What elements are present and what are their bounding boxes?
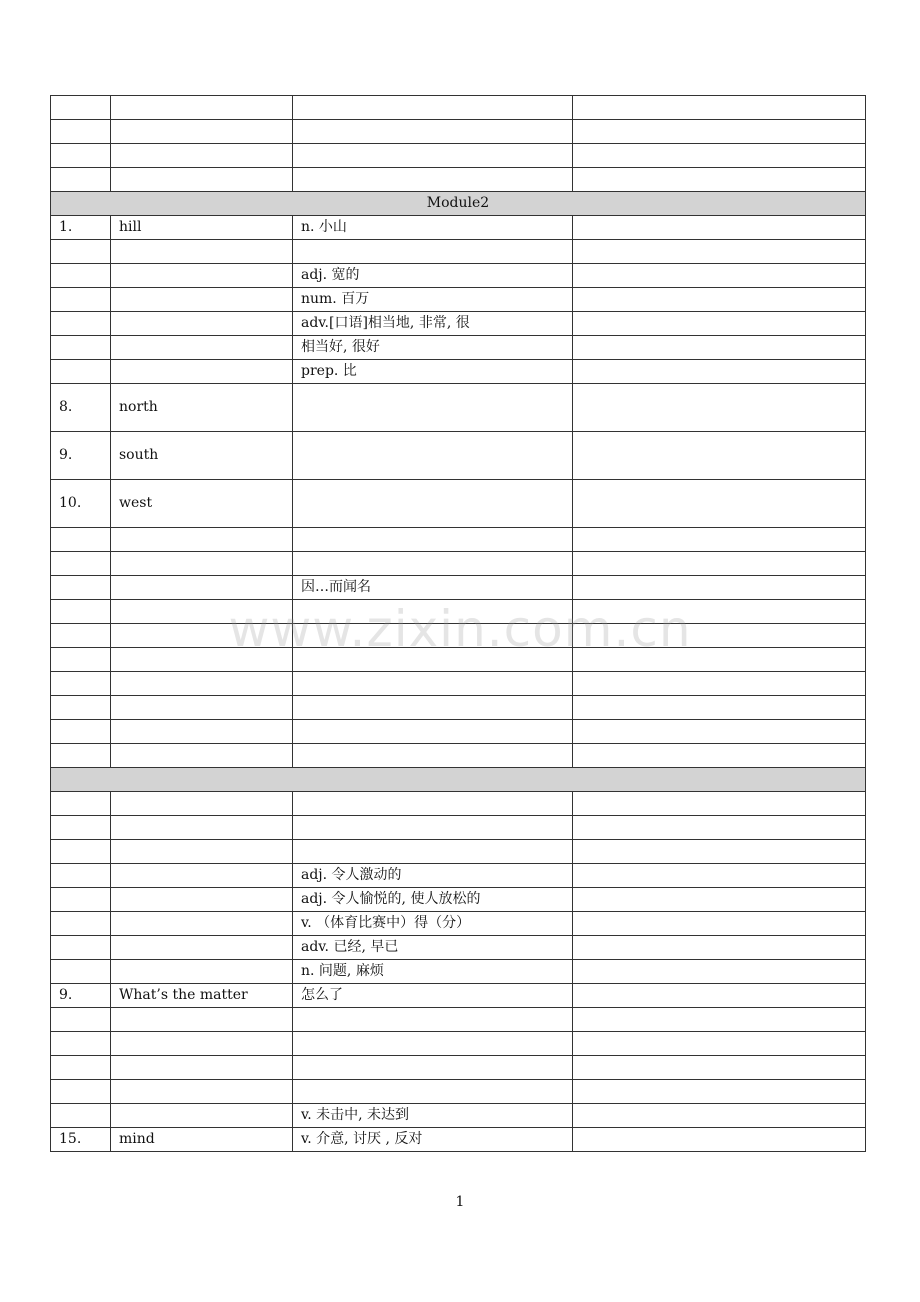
page-number: 1	[455, 1194, 465, 1210]
notes-cell	[573, 552, 866, 576]
section-title: Module2	[51, 192, 866, 216]
chinese-meaning-cell	[293, 168, 573, 192]
table-row	[51, 672, 866, 696]
chinese-meaning-cell	[293, 432, 573, 480]
notes-cell	[573, 288, 866, 312]
table-row	[51, 720, 866, 744]
row-number-cell	[51, 144, 111, 168]
notes-cell	[573, 840, 866, 864]
notes-cell	[573, 432, 866, 480]
english-word-cell	[111, 888, 293, 912]
watermark-text: www.zixin.com.cn	[228, 600, 692, 658]
row-number-cell	[51, 672, 111, 696]
notes-cell	[573, 984, 866, 1008]
row-number-cell	[51, 888, 111, 912]
english-word-cell	[111, 864, 293, 888]
chinese-meaning-cell	[293, 624, 573, 648]
english-word-cell: mind	[111, 1128, 293, 1152]
row-number-cell	[51, 960, 111, 984]
notes-cell	[573, 792, 866, 816]
row-number-cell	[51, 1056, 111, 1080]
row-number-cell	[51, 1008, 111, 1032]
notes-cell	[573, 672, 866, 696]
table-row	[51, 96, 866, 120]
english-word-cell: What’s the matter	[111, 984, 293, 1008]
row-number-cell	[51, 312, 111, 336]
row-number-cell	[51, 576, 111, 600]
table-row	[51, 312, 866, 336]
chinese-meaning-cell	[293, 744, 573, 768]
vocabulary-table-body	[51, 96, 866, 1152]
english-word-cell	[111, 312, 293, 336]
row-number-cell	[51, 600, 111, 624]
notes-cell	[573, 912, 866, 936]
chinese-meaning-cell: v. 未击中, 未达到	[293, 1104, 573, 1128]
chinese-meaning-cell	[293, 816, 573, 840]
row-number-cell	[51, 864, 111, 888]
table-row	[51, 168, 866, 192]
section-header-row	[51, 768, 866, 792]
english-word-cell	[111, 168, 293, 192]
notes-cell	[573, 888, 866, 912]
row-number-cell	[51, 720, 111, 744]
row-number-cell	[51, 360, 111, 384]
notes-cell	[573, 384, 866, 432]
english-word-cell: west	[111, 480, 293, 528]
row-number-cell	[51, 528, 111, 552]
notes-cell	[573, 864, 866, 888]
row-number-cell	[51, 792, 111, 816]
table-row	[51, 576, 866, 600]
section-title	[51, 768, 866, 792]
chinese-meaning-cell	[293, 120, 573, 144]
english-word-cell	[111, 816, 293, 840]
table-row	[51, 912, 866, 936]
notes-cell	[573, 312, 866, 336]
english-word-cell	[111, 672, 293, 696]
row-number-cell	[51, 1104, 111, 1128]
notes-cell	[573, 624, 866, 648]
section-header-row	[51, 192, 866, 216]
table-row	[51, 1080, 866, 1104]
english-word-cell	[111, 792, 293, 816]
english-word-cell	[111, 1080, 293, 1104]
row-number-cell	[51, 912, 111, 936]
table-row	[51, 480, 866, 528]
notes-cell	[573, 1128, 866, 1152]
table-row	[51, 936, 866, 960]
table-row	[51, 840, 866, 864]
notes-cell	[573, 264, 866, 288]
chinese-meaning-cell	[293, 1080, 573, 1104]
english-word-cell	[111, 360, 293, 384]
table-row	[51, 336, 866, 360]
english-word-cell	[111, 936, 293, 960]
chinese-meaning-cell: n. 问题, 麻烦	[293, 960, 573, 984]
english-word-cell	[111, 624, 293, 648]
notes-cell	[573, 240, 866, 264]
chinese-meaning-cell: 相当好, 很好	[293, 336, 573, 360]
notes-cell	[573, 336, 866, 360]
chinese-meaning-cell	[293, 552, 573, 576]
notes-cell	[573, 1080, 866, 1104]
row-number-cell	[51, 264, 111, 288]
chinese-meaning-cell	[293, 648, 573, 672]
table-row	[51, 744, 866, 768]
chinese-meaning-cell: 怎么了	[293, 984, 573, 1008]
english-word-cell	[111, 288, 293, 312]
chinese-meaning-cell	[293, 1008, 573, 1032]
chinese-meaning-cell	[293, 240, 573, 264]
english-word-cell	[111, 552, 293, 576]
table-row	[51, 624, 866, 648]
table-row	[51, 792, 866, 816]
notes-cell	[573, 1008, 866, 1032]
table-row	[51, 864, 866, 888]
chinese-meaning-cell	[293, 1032, 573, 1056]
notes-cell	[573, 648, 866, 672]
english-word-cell	[111, 1056, 293, 1080]
english-word-cell	[111, 696, 293, 720]
table-row	[51, 816, 866, 840]
chinese-meaning-cell: n. 小山	[293, 216, 573, 240]
chinese-meaning-cell: v. （体育比赛中）得（分）	[293, 912, 573, 936]
row-number-cell	[51, 1032, 111, 1056]
chinese-meaning-cell: 因…而闻名	[293, 576, 573, 600]
notes-cell	[573, 960, 866, 984]
table-row	[51, 120, 866, 144]
chinese-meaning-cell	[293, 96, 573, 120]
notes-cell	[573, 744, 866, 768]
english-word-cell	[111, 744, 293, 768]
row-number-cell	[51, 840, 111, 864]
row-number-cell: 8.	[51, 384, 111, 432]
row-number-cell	[51, 336, 111, 360]
notes-cell	[573, 360, 866, 384]
notes-cell	[573, 96, 866, 120]
table-row	[51, 528, 866, 552]
table-row	[51, 360, 866, 384]
table-row	[51, 648, 866, 672]
row-number-cell	[51, 168, 111, 192]
notes-cell	[573, 528, 866, 552]
row-number-cell: 1.	[51, 216, 111, 240]
table-row	[51, 240, 866, 264]
table-row	[51, 216, 866, 240]
english-word-cell	[111, 576, 293, 600]
chinese-meaning-cell	[293, 792, 573, 816]
row-number-cell	[51, 288, 111, 312]
row-number-cell: 10.	[51, 480, 111, 528]
english-word-cell	[111, 144, 293, 168]
notes-cell	[573, 816, 866, 840]
notes-cell	[573, 1104, 866, 1128]
table-row	[51, 288, 866, 312]
row-number-cell	[51, 120, 111, 144]
table-row	[51, 384, 866, 432]
table-row	[51, 264, 866, 288]
table-row	[51, 1128, 866, 1152]
table-row	[51, 888, 866, 912]
chinese-meaning-cell: adj. 令人愉悦的, 使人放松的	[293, 888, 573, 912]
english-word-cell	[111, 1104, 293, 1128]
english-word-cell: north	[111, 384, 293, 432]
chinese-meaning-cell	[293, 600, 573, 624]
chinese-meaning-cell: adv. 已经, 早已	[293, 936, 573, 960]
row-number-cell	[51, 696, 111, 720]
english-word-cell	[111, 264, 293, 288]
chinese-meaning-cell: prep. 比	[293, 360, 573, 384]
english-word-cell	[111, 96, 293, 120]
table-row	[51, 1008, 866, 1032]
row-number-cell: 9.	[51, 432, 111, 480]
notes-cell	[573, 1056, 866, 1080]
notes-cell	[573, 936, 866, 960]
english-word-cell: hill	[111, 216, 293, 240]
table-row	[51, 1104, 866, 1128]
chinese-meaning-cell: adv.[口语]相当地, 非常, 很	[293, 312, 573, 336]
table-row	[51, 1032, 866, 1056]
vocabulary-table	[50, 95, 866, 1152]
row-number-cell	[51, 816, 111, 840]
row-number-cell	[51, 552, 111, 576]
english-word-cell	[111, 648, 293, 672]
chinese-meaning-cell: adj. 宽的	[293, 264, 573, 288]
chinese-meaning-cell	[293, 144, 573, 168]
english-word-cell	[111, 528, 293, 552]
notes-cell	[573, 144, 866, 168]
notes-cell	[573, 600, 866, 624]
table-row	[51, 600, 866, 624]
row-number-cell: 9.	[51, 984, 111, 1008]
notes-cell	[573, 696, 866, 720]
notes-cell	[573, 576, 866, 600]
row-number-cell	[51, 1080, 111, 1104]
chinese-meaning-cell	[293, 480, 573, 528]
english-word-cell	[111, 336, 293, 360]
notes-cell	[573, 1032, 866, 1056]
table-row	[51, 432, 866, 480]
table-row	[51, 552, 866, 576]
english-word-cell	[111, 1008, 293, 1032]
notes-cell	[573, 720, 866, 744]
english-word-cell	[111, 912, 293, 936]
row-number-cell: 15.	[51, 1128, 111, 1152]
row-number-cell	[51, 936, 111, 960]
table-row	[51, 696, 866, 720]
row-number-cell	[51, 96, 111, 120]
chinese-meaning-cell	[293, 672, 573, 696]
row-number-cell	[51, 648, 111, 672]
notes-cell	[573, 480, 866, 528]
chinese-meaning-cell: adj. 令人激动的	[293, 864, 573, 888]
chinese-meaning-cell	[293, 528, 573, 552]
english-word-cell	[111, 720, 293, 744]
chinese-meaning-cell	[293, 840, 573, 864]
row-number-cell	[51, 744, 111, 768]
table-row	[51, 1056, 866, 1080]
english-word-cell: south	[111, 432, 293, 480]
chinese-meaning-cell: v. 介意, 讨厌 , 反对	[293, 1128, 573, 1152]
chinese-meaning-cell	[293, 384, 573, 432]
english-word-cell	[111, 1032, 293, 1056]
english-word-cell	[111, 120, 293, 144]
row-number-cell	[51, 624, 111, 648]
english-word-cell	[111, 240, 293, 264]
chinese-meaning-cell	[293, 720, 573, 744]
row-number-cell	[51, 240, 111, 264]
table-row	[51, 144, 866, 168]
chinese-meaning-cell	[293, 696, 573, 720]
chinese-meaning-cell: num. 百万	[293, 288, 573, 312]
english-word-cell	[111, 600, 293, 624]
notes-cell	[573, 168, 866, 192]
notes-cell	[573, 216, 866, 240]
table-row	[51, 960, 866, 984]
chinese-meaning-cell	[293, 1056, 573, 1080]
english-word-cell	[111, 960, 293, 984]
notes-cell	[573, 120, 866, 144]
table-row	[51, 984, 866, 1008]
english-word-cell	[111, 840, 293, 864]
